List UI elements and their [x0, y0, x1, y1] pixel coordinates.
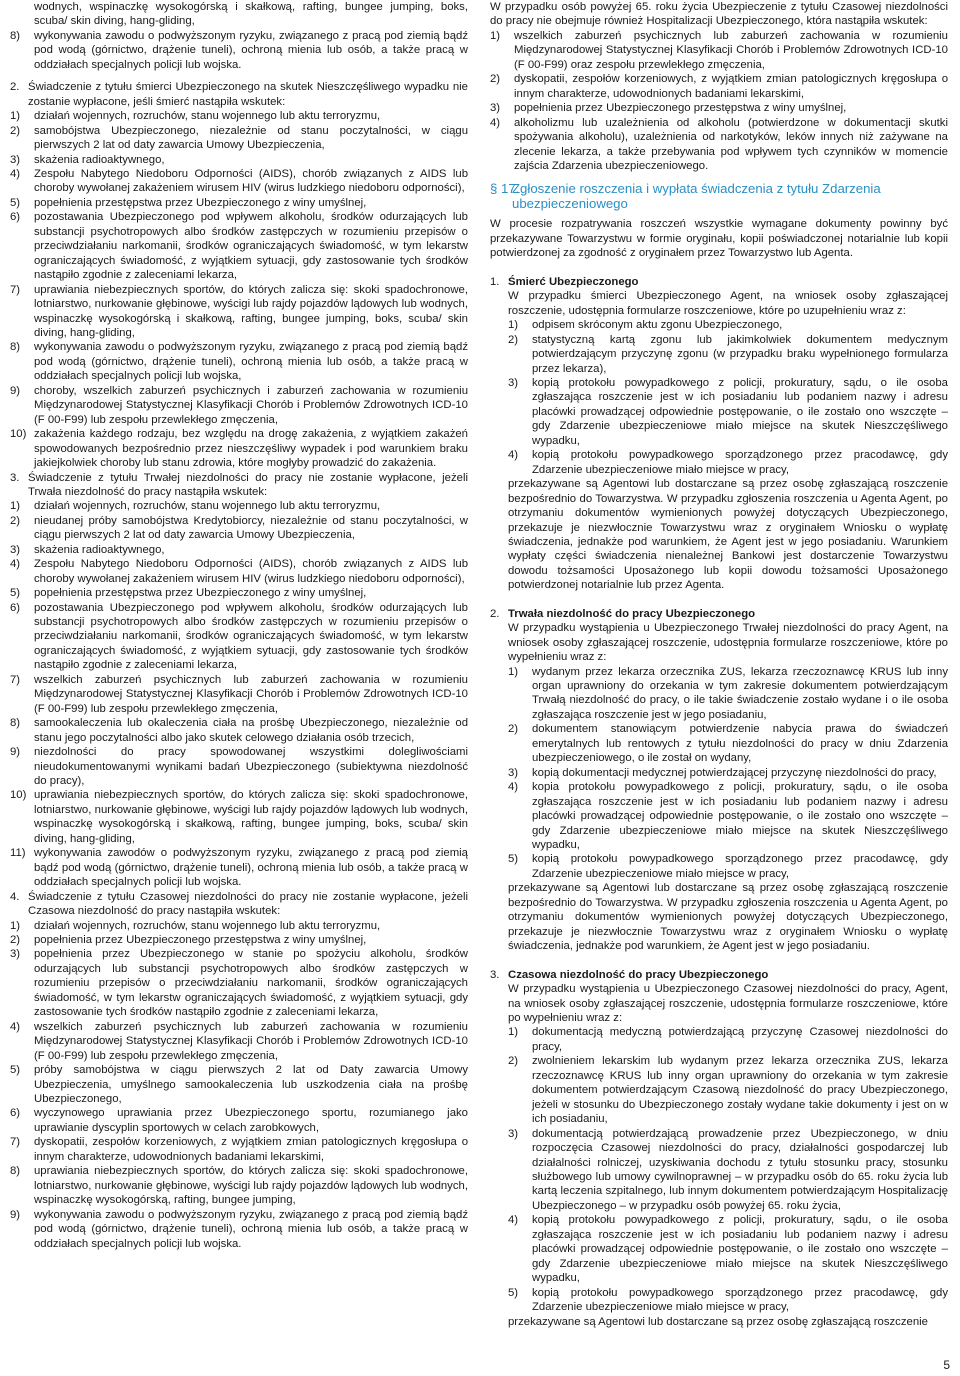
list-item — [508, 780, 948, 852]
claim-list — [490, 665, 948, 882]
list-item-text: choroby, wszelkich zaburzeń psychicznych i zaburzeń zachowania w rozumieniu Międzynarodowej Statystycznej Klasyfikacji Chorób i Problemów Zdrowotnych ICD-10 (F 00-F99) lub zespołu przewlekłego zmęczenia, — [34, 384, 468, 426]
section-number: 3. — [10, 471, 20, 484]
list-item — [10, 788, 468, 846]
list-item — [10, 384, 468, 427]
list-item — [10, 846, 468, 889]
list-item-text: kopia protokołu powypadkowego z policji, prokuratury, sądu, o ile osoba zgłaszająca roszczenie jest w ich posiadaniu lub podaniem nazwy i adresu placówki prowadzącej odpowiednie postępowanie, o ile zostało ono wszczęte – gdy Zdarzenie ubezpieczeniowe miało miejsce na skutek Nieszczęśliwego wypadku, — [532, 781, 948, 852]
section-number: 2. — [10, 81, 20, 94]
section-intro-text: Świadczenie z tytułu Czasowej niezdolności do pracy nie zostanie wypłacone, jeżeli Czasowa niezdolność do pracy nastąpiła wskutek: — [28, 890, 468, 918]
list-item-text: niezdolności do pracy spowodowanej wszystkimi dolegliwościami nieudokumentowanymi wynikami badań Ubezpieczonego (subiektywna niezdolność do pracy), — [34, 746, 468, 788]
list-item-text: Zespołu Nabytego Niedoboru Odporności (AIDS), chorób związanych z AIDS lub choroby wywołanej zakażeniem wirusem HIV (wirus ludzkiego niedoboru odporności), — [34, 558, 468, 585]
list-item — [10, 124, 468, 153]
list-item-text: wszelkich zaburzeń psychicznych lub zaburzeń zachowania w rozumieniu Międzynarodowej Statystycznej Klasyfikacji Chorób i Problemów Zdrowotnych ICD-10 (F 00-F99) oraz zespołu przewlekłego zmęczenia, — [514, 29, 948, 71]
list-item-text: wszelkich zaburzeń psychicznych lub zaburzeń zachowania w rozumieniu Międzynarodowej Statystycznej Klasyfikacji Chorób i Problemów Zdrowotnych ICD-10 (F 00-F99) lub zespołu przewlekłego zmęczenia, — [34, 1020, 468, 1062]
list-item — [508, 665, 948, 723]
list-item — [10, 933, 468, 947]
list-item-number: 4) — [508, 449, 519, 462]
list-item-number: 8) — [10, 1165, 21, 1178]
list-item-number: 6) — [10, 211, 21, 224]
section-17-title: Zgłoszenie roszczenia i wypłata świadczenia z tytułu Zdarzenia ubezpieczeniowego — [512, 181, 881, 212]
list-item — [10, 1164, 468, 1207]
claim-title: Czasowa niezdolność do pracy Ubezpieczonego — [508, 968, 769, 981]
list-item-text: kopią protokołu powypadkowego z policji, prokuratury, sądu, o ile osoba zgłaszająca roszczenie jest w ich posiadaniu lub podaniem nazwy i adresu placówki prowadzącej odpowiednie postępowanie, o ile zostało ono wszczęte – gdy Zdarzenie ubezpieczeniowe miało miejsce na skutek Nieszczęśliwego wypadku, — [532, 376, 948, 447]
list-item-text: zwolnieniem lekarskim lub wydanym przez lekarza orzecznika ZUS, lekarza rzeczoznawcę KRUS lub inny organ uprawniony do orzekania w tym zakresie dokumentem potwierdzającym Czasową niezdolność do pracy Ubezpieczonego, jeżeli w stosunku do Ubezpieczonego zostały wydane takie dokumenty i jest on w ich posiadaniu, — [532, 1055, 948, 1126]
list-item-text: dokumentacją potwierdzającą prowadzenie przez Ubezpieczonego, w dniu rozpoczęcia Czasowej niezdolności do pracy, działalności gospodarczej lub działalności rolniczej, uzyskiwania dochodu z tytułu stosunku pracy, stosunku służbowego lub umowy cywilnoprawnej – w przypadku osób do 65. roku życia lub kartą leczenia szpitalnego, lub innym dokumentem potwierdzającym Hospitalizację Ubezpieczonego – w przypadku osób powyżej 65. roku życia, — [532, 1127, 948, 1212]
list-item — [10, 514, 468, 543]
list-item-number: 3) — [508, 766, 519, 779]
list-item — [10, 1063, 468, 1106]
list-item-text: kopią protokołu powypadkowego sporządzonego przez pracodawcę, gdy Zdarzenie ubezpieczeniowe miało miejsce w pracy, — [532, 449, 948, 476]
claim-outro: przekazywane są Agentowi lub dostarczane są przez osobę zgłaszającą roszczenie bezpośrednio do Towarzystwa. W przypadku zgłoszenia roszczenia u Agenta Agent, po otrzymaniu dokumentów wymienionych powyżej dotyczących Ubezpieczonego, przekazuje je niezwłocznie Towarzystwu wraz z oryginałem Wniosku o wypłatę świadczenia, jednakże pod warunkiem, że Agent jest w jego posiadaniu. Warunkiem wypłaty części świadczenia nienależnej Bankowi jest dostarczenie Towarzystwu dowodu tożsamości Uposażonego lub kopii dowodu tożsamości Uposażonego potwierdzonej notarialnie lub przez Agenta. — [508, 478, 948, 592]
section-17-heading — [490, 181, 948, 211]
list-item — [10, 586, 468, 600]
section-2 — [10, 80, 468, 470]
list-item-number: 2) — [10, 124, 21, 137]
continued-intro: W przypadku osób powyżej 65. roku życia Ubezpieczenie z tytułu Czasowej niezdolności do pracy nie obejmuje również Hospitalizacji Ubezpieczonego, która nastąpiła wskutek: — [490, 1, 948, 28]
list-item-text: skażenia radioaktywnego, — [34, 153, 165, 166]
list-item-text: wykonywania zawodów o podwyższonym ryzyku, związanego z pracą pod ziemią bądź pod wodą (górnictwo, drążenie tuneli), ochroną mienia lub osób, a także pracą w oddziałach specjalnych policji lub wojska. — [34, 847, 468, 889]
list-item-number: 1) — [508, 665, 519, 678]
list-item-number: 5) — [10, 587, 21, 600]
list-item-number: 10) — [10, 789, 27, 802]
list-item-number: 5) — [508, 853, 519, 866]
claim-number: 2. — [490, 607, 500, 620]
list-item-number: 6) — [10, 1107, 21, 1120]
list-item — [508, 1025, 948, 1054]
section-4 — [10, 890, 468, 1251]
claim-title: Śmierć Ubezpieczonego — [508, 275, 639, 288]
section-intro — [10, 890, 468, 919]
list-item-text: działań wojennych, rozruchów, stanu wojennego lub aktu terroryzmu, — [34, 500, 381, 513]
list-item-number: 3) — [10, 153, 21, 166]
list-item — [490, 29, 948, 72]
list-item-number: 2) — [490, 73, 501, 86]
list-item-number: 1) — [508, 319, 519, 332]
list-item — [10, 947, 468, 1019]
list-item — [490, 116, 948, 174]
list-item-text: próby samobójstwa w ciągu pierwszych 2 lat od Daty zawarcia Umowy Ubezpieczenia, umyślnego samookaleczenia lub uszkodzenia ciała na prośbę Ubezpieczonego, — [34, 1064, 468, 1105]
list-item — [10, 1020, 468, 1063]
list-item — [10, 557, 468, 586]
list-item-text: odpisem skróconym aktu zgonu Ubezpieczonego, — [532, 319, 783, 332]
list-item — [10, 1208, 468, 1251]
list-item-number: 6) — [10, 601, 21, 614]
list-item-number: 9) — [10, 746, 21, 759]
list-item-text: wyczynowego uprawiania przez Ubezpieczonego sportu, rozumianego jako uprawianie dyscyplin sportowych w celach zarobkowych, — [34, 1107, 468, 1134]
list-item-number: 2) — [508, 1055, 519, 1068]
list-item — [508, 1286, 948, 1315]
list-item-text: alkoholizmu lub uzależnienia od alkoholu (potwierdzone w dokumentacji skutki spożywania alkoholu), uzależnienia od narkotyków, leków innych niż zażywane na zlecenie lekarza, a także przebywania pod wpływem tych czynników w momencie zajścia Zdarzenia ubezpieczeniowego. — [514, 116, 948, 172]
list-item-text: działań wojennych, rozruchów, stanu wojennego lub aktu terroryzmu, — [34, 110, 381, 123]
claim-title: Trwała niezdolność do pracy Ubezpieczonego — [508, 607, 756, 620]
list-item — [10, 210, 468, 282]
claim-death — [490, 275, 948, 593]
continued-list — [490, 29, 948, 174]
list-item-text: kopią dokumentacji medycznej potwierdzającej przyczynę niezdolności do pracy, — [532, 766, 937, 779]
list-item-number: 5) — [10, 196, 21, 209]
list-item-number: 10) — [10, 428, 27, 441]
list-item-text: popełnienia przez Ubezpieczonego w stanie po spożyciu alkoholu, środków odurzających lub substancji psychotropowych albo środków zastępczych w rozumieniu przepisów o przeciwdziałaniu narkomanii, środków ograniczających świadomość, w tym lekarstw ograniczających świadomość, z wyjątkiem sytuacji, gdy zastosowanie tych środków nastąpiło zgodnie z zaleceniami lekarza, — [34, 948, 468, 1019]
section-17-number: § 17. — [490, 181, 520, 197]
list-item — [508, 376, 948, 448]
list-item — [508, 766, 948, 780]
claim-list — [490, 318, 948, 477]
claim-heading — [490, 275, 948, 289]
list-item-number: 3) — [10, 543, 21, 556]
list-item — [10, 283, 468, 341]
list-item-text: zakażenia każdego rodzaju, bez względu na drogę zakażenia, z wyjątkiem zakażeń spowodowanych bezpośrednio przez nieszczęśliwy wypadek i pod warunkiem braku jakiejkolwiek choroby lub stanu zdrowia, które mogłyby prowadzić do zakażenia. — [34, 428, 468, 470]
list-item-number: 8) — [10, 29, 21, 42]
list-item-text: uprawiania niebezpiecznych sportów, do których zalicza się: skoki spadochronowe, lotniarstwo, nurkowanie głębinowe, wyścigi lub rajdy pojazdów lądowych lub wodnych, wspinaczkę wysokogórską, rafting, bungee jumping, — [34, 1165, 468, 1207]
list-item-text: popełnienia przestępstwa przez Ubezpieczonego z winy umyślnej, — [34, 196, 367, 209]
list-item — [10, 167, 468, 196]
list-item-text: wykonywania zawodu o podwyższonym ryzyku, związanego z pracą pod ziemią bądź pod wodą (górnictwo, drążenie tuneli), ochroną mienia lub osób, a także pracą w oddziałach specjalnych policji lub wojska. — [34, 29, 468, 71]
list-item-number: 4) — [10, 558, 21, 571]
section-3 — [10, 471, 468, 890]
list-item — [10, 745, 468, 788]
list-item-number: 4) — [490, 116, 501, 129]
list-item-text: pozostawania Ubezpieczonego pod wpływem alkoholu, środków odurzających lub substancji psychotropowych albo środków zastępczych w rozumieniu przepisów o przeciwdziałaniu narkomanii, środków ograniczających świadomość, w tym lekarstw ograniczających świadomość, z wyjątkiem sytuacji, gdy zastosowanie tych środków nastąpiło zgodnie z zaleceniami lekarza, — [34, 601, 468, 672]
list-item — [10, 340, 468, 383]
list-item-number: 1) — [10, 110, 21, 123]
list-item — [10, 716, 468, 745]
list-item-text: statystyczną kartą zgonu lub jakimkolwiek dokumentem medycznym potwierdzającym przyczynę zgonu (w przypadku braku wypełnionego formularza przez lekarza), — [532, 333, 948, 375]
claim-list — [490, 1025, 948, 1314]
list-item-number: 4) — [508, 781, 519, 794]
list-item-text: uprawiania niebezpiecznych sportów, do których zalicza się: skoki spadochronowe, lotniarstwo, nurkowanie głębinowe, wyścigi lub rajdy pojazdów lądowych lub wodnych, wspinaczkę wysokogórską i skałkową, rafting, bungee jumping, boks, scuba/ skin diving, hang-gliding, — [34, 789, 468, 845]
section-intro — [10, 80, 468, 109]
list-item — [10, 427, 468, 470]
list-item-text: pozostawania Ubezpieczonego pod wpływem alkoholu, środków odurzających lub substancji psychotropowych albo środków zastępczych w rozumieniu przepisów o przeciwdziałaniu narkomanii, środków ograniczających świadomość, w tym lekarstw ograniczających świadomość, z wyjątkiem sytuacji, gdy zastosowanie tych środków nastąpiło zgodnie z zaleceniami lekarza, — [34, 211, 468, 282]
section-intro-text: Świadczenie z tytułu Trwałej niezdolności do pracy nie zostanie wypłacone, jeżeli Trwała niezdolność do pracy nastąpiła wskutek: — [28, 471, 468, 498]
list-item — [10, 499, 468, 513]
list-item-number: 5) — [508, 1286, 519, 1299]
list-item — [490, 72, 948, 101]
list-item — [10, 29, 468, 72]
list-item-text: kopią protokołu powypadkowego sporządzonego przez pracodawcę, gdy Zdarzenie ubezpieczeniowe miało miejsce w pracy, — [532, 853, 948, 880]
list-item-text: Zespołu Nabytego Niedoboru Odporności (AIDS), chorób związanych z AIDS lub choroby wywołanej zakażeniem wirusem HIV (wirus ludzkiego niedoboru odporności), — [34, 167, 468, 195]
claim-heading — [490, 607, 948, 621]
list-item-text: dyskopatii, zespołów korzeniowych, z wyjątkiem zmian patologicznych kręgosłupa o innym charakterze, udowodnionych badaniami lekarskimi, — [514, 73, 948, 100]
list-item — [10, 919, 468, 933]
list-item — [10, 109, 468, 123]
section-intro — [10, 471, 468, 500]
list-item-number: 7) — [10, 673, 21, 686]
list-item-number: 5) — [10, 1064, 21, 1077]
list-item-text: wodnych, wspinaczkę wysokogórską i skałkową, rafting, bungee jumping, boks, scuba/ skin diving, hang-gliding, — [34, 1, 468, 28]
list-item-number: 7) — [10, 283, 21, 296]
list-item-number: 8) — [10, 341, 21, 354]
list-item — [508, 448, 948, 477]
list-item-number: 1) — [508, 1026, 519, 1039]
list-item-text: wykonywania zawodu o podwyższonym ryzyku, związanego z pracą pod ziemią bądź pod wodą (górnictwo, drążenie tuneli), ochroną mienia lub osób, a także pracą w oddziałach specjalnych policji lub wojska, — [34, 341, 468, 383]
list-item — [10, 673, 468, 716]
section-17-intro: W procesie rozpatrywania roszczeń wszystkie wymagane dokumenty powinny być przekazywane Towarzystwu w formie oryginału, kopii poświadczonej notarialnie lub kopii potwierdzonej za zgodność z oryginałem przez Towarzystwo lub Agenta. — [490, 218, 948, 260]
list-item-number: 9) — [10, 1208, 21, 1221]
list-item — [10, 1106, 468, 1135]
list-item-text: uprawiania niebezpiecznych sportów, do których zalicza się: skoki spadochronowe, lotniarstwo, nurkowanie głębinowe, wyścigi lub rajdy pojazdów lądowych lub wodnych, wspinaczkę wysokogórską i skałkową, rafting, bungee jumping, boks, scuba/ skin diving, hang-gliding, — [34, 283, 468, 339]
list-item-number: 3) — [508, 1127, 519, 1140]
claim-intro: W przypadku wystąpienia u Ubezpieczonego Trwałej niezdolności do pracy Agent, na wniosek osoby zgłaszającej roszczenie, udostępnia formularze roszczeniowe, które po wypełnieniu wraz z: — [508, 622, 948, 664]
list-item-number: 11) — [10, 847, 26, 860]
list-item-number: 3) — [10, 948, 21, 961]
list-item-text: samookaleczenia lub okaleczenia ciała na prośbę Ubezpieczonego, niezależnie od stanu jego poczytalności albo jako skutek celowego działania osób trzecich, — [34, 717, 468, 744]
list-item — [10, 153, 468, 167]
list-item — [10, 196, 468, 210]
list-item-continued — [10, 0, 468, 29]
list-item-text: popełnienia przestępstwa przez Ubezpieczonego z winy umyślnej, — [34, 587, 367, 600]
list-item-text: dokumentacją medyczną potwierdzającą przyczynę Czasowej niezdolności do pracy, — [532, 1026, 948, 1053]
list-item-text: wszelkich zaburzeń psychicznych lub zaburzeń zachowania w rozumieniu Międzynarodowej Statystycznej Klasyfikacji Chorób i Problemów Zdrowotnych ICD-10 (F 00-F99) lub zespołu przewlekłego zmęczenia, — [34, 673, 468, 715]
section-number: 4. — [10, 890, 20, 903]
claim-heading — [490, 968, 948, 982]
list-item — [10, 543, 468, 557]
list-item-number: 1) — [490, 29, 501, 42]
list-item-text: samobójstwa Ubezpieczonego, niezależnie od stanu poczytalności, w ciągu pierwszych 2 lat od daty zawarcia Umowy Ubezpieczenia, — [34, 124, 468, 152]
list-item — [10, 601, 468, 673]
claim-outro: przekazywane są Agentowi lub dostarczane są przez osobę zgłaszającą roszczenie — [508, 1315, 928, 1328]
list-item-number: 2) — [508, 723, 519, 736]
claim-permanent-disability — [490, 607, 948, 954]
claim-intro: W przypadku śmierci Ubezpieczonego Agent, na wniosek osoby zgłaszającej roszczenie, udostępnia formularze roszczeniowe, które po uzupełnieniu wraz z: — [508, 290, 948, 317]
section-intro-text: Świadczenie z tytułu śmierci Ubezpieczonego na skutek Nieszczęśliwego wypadku nie zostanie wypłacone, jeśli śmierć nastąpiła wskutek: — [28, 81, 468, 108]
claim-temporary-disability — [490, 968, 948, 1329]
list-item — [508, 852, 948, 881]
list-item-number: 4) — [10, 167, 21, 180]
list-item-text: nieudanej próby samobójstwa Kredytobiorcy, niezależnie od stanu poczytalności, w ciągu pierwszych 2 lat od daty zawarcia Umowy Ubezpieczenia, — [34, 514, 468, 542]
list-item — [508, 1213, 948, 1285]
list-item-text: działań wojennych, rozruchów, stanu wojennego lub aktu terroryzmu, — [34, 919, 381, 932]
page-number: 5 — [943, 1358, 950, 1372]
list-item-number: 2) — [508, 333, 519, 346]
list-item-number: 3) — [490, 102, 501, 115]
list-item-number: 9) — [10, 384, 21, 397]
list-item — [508, 1127, 948, 1214]
claim-outro: przekazywane są Agentowi lub dostarczane są przez osobę zgłaszającą roszczenie bezpośrednio do Towarzystwa. W przypadku zgłoszenia roszczenia u Agenta Agent, po otrzymaniu dokumentów wymienionych powyżej dotyczących Ubezpieczonego, przekazuje je niezwłocznie Towarzystwu wraz z oryginałem Wniosku o wypłatę świadczenia, jednakże pod warunkiem, że Agent jest w jego posiadaniu. — [508, 882, 948, 953]
list-item — [508, 333, 948, 376]
list-item-text: dokumentem stanowiącym potwierdzenie nabycia prawa do świadczeń emerytalnych lub rentowych z tytułu niezdolności do pracy w dniu Zdarzenia ubezpieczeniowego, o ile został on wydany, — [532, 723, 948, 765]
list-item-number: 1) — [10, 500, 21, 513]
list-item-text: kopią protokołu powypadkowego sporządzonego przez pracodawcę, gdy Zdarzenie ubezpieczeniowe miało miejsce w pracy, — [532, 1286, 948, 1314]
list-item-number: 1) — [10, 919, 21, 932]
list-item-text: popełnienia przez Ubezpieczonego przestępstwa z winy umyślnej, — [34, 934, 367, 946]
list-item — [508, 722, 948, 765]
claim-intro: W przypadku wystąpienia u Ubezpieczonego Czasowej niezdolności do pracy, Agent, na wniosek osoby zgłaszającej roszczenie, udostępnia formularze roszczeniowe, które po wypełnieniu wraz z: — [508, 983, 948, 1024]
right-column — [490, 0, 948, 1329]
list-item — [508, 1054, 948, 1126]
list-item-number: 4) — [508, 1214, 519, 1227]
list-item-text: wykonywania zawodu o podwyższonym ryzyku, związanego z pracą pod ziemią bądź pod wodą (górnictwo, drążenie tuneli), ochroną mienia lub osób, a także pracą w oddziałach specjalnych policji lub wojska. — [34, 1208, 468, 1250]
list-item-number: 4) — [10, 1020, 21, 1033]
list-item-number: 3) — [508, 376, 519, 389]
list-item-number: 8) — [10, 717, 21, 730]
list-item-number: 2) — [10, 514, 21, 527]
claim-number: 1. — [490, 275, 500, 288]
list-item-text: dyskopatii, zespołów korzeniowych, z wyjątkiem zmian patologicznych kręgosłupa o innym charakterze, udowodnionych badaniami lekarskimi, — [34, 1136, 468, 1163]
list-item-number: 2) — [10, 934, 21, 946]
list-item — [490, 101, 948, 115]
left-column — [10, 0, 468, 1251]
list-item-text: popełnienia przez Ubezpieczonego przestępstwa z winy umyślnej, — [514, 102, 847, 115]
list-item — [508, 318, 948, 332]
list-item-text: kopią protokołu powypadkowego z policji, prokuratury, sądu, o ile osoba zgłaszająca roszczenie jest w ich posiadaniu lub podaniem nazwy i adresu placówki prowadzącej odpowiednie postępowanie, o ile zostało ono wszczęte – gdy Zdarzenie ubezpieczeniowe miało miejsce na skutek Nieszczęśliwego wypadku, — [532, 1214, 948, 1285]
list-item-text: wydanym przez lekarza orzecznika ZUS, lekarza rzeczoznawcę KRUS lub inny organ uprawniony do orzekania w tym zakresie dokumentem potwierdzającym Trwałą niezdolność do pracy, o ile takie świadczenie zostało wydane i o ile osoba zgłaszająca roszczenie jest w jego posiadaniu, — [532, 665, 948, 721]
list-item-number: 7) — [10, 1136, 21, 1149]
list-item — [10, 1135, 468, 1164]
claim-number: 3. — [490, 968, 500, 981]
list-item-text: skażenia radioaktywnego, — [34, 543, 165, 556]
